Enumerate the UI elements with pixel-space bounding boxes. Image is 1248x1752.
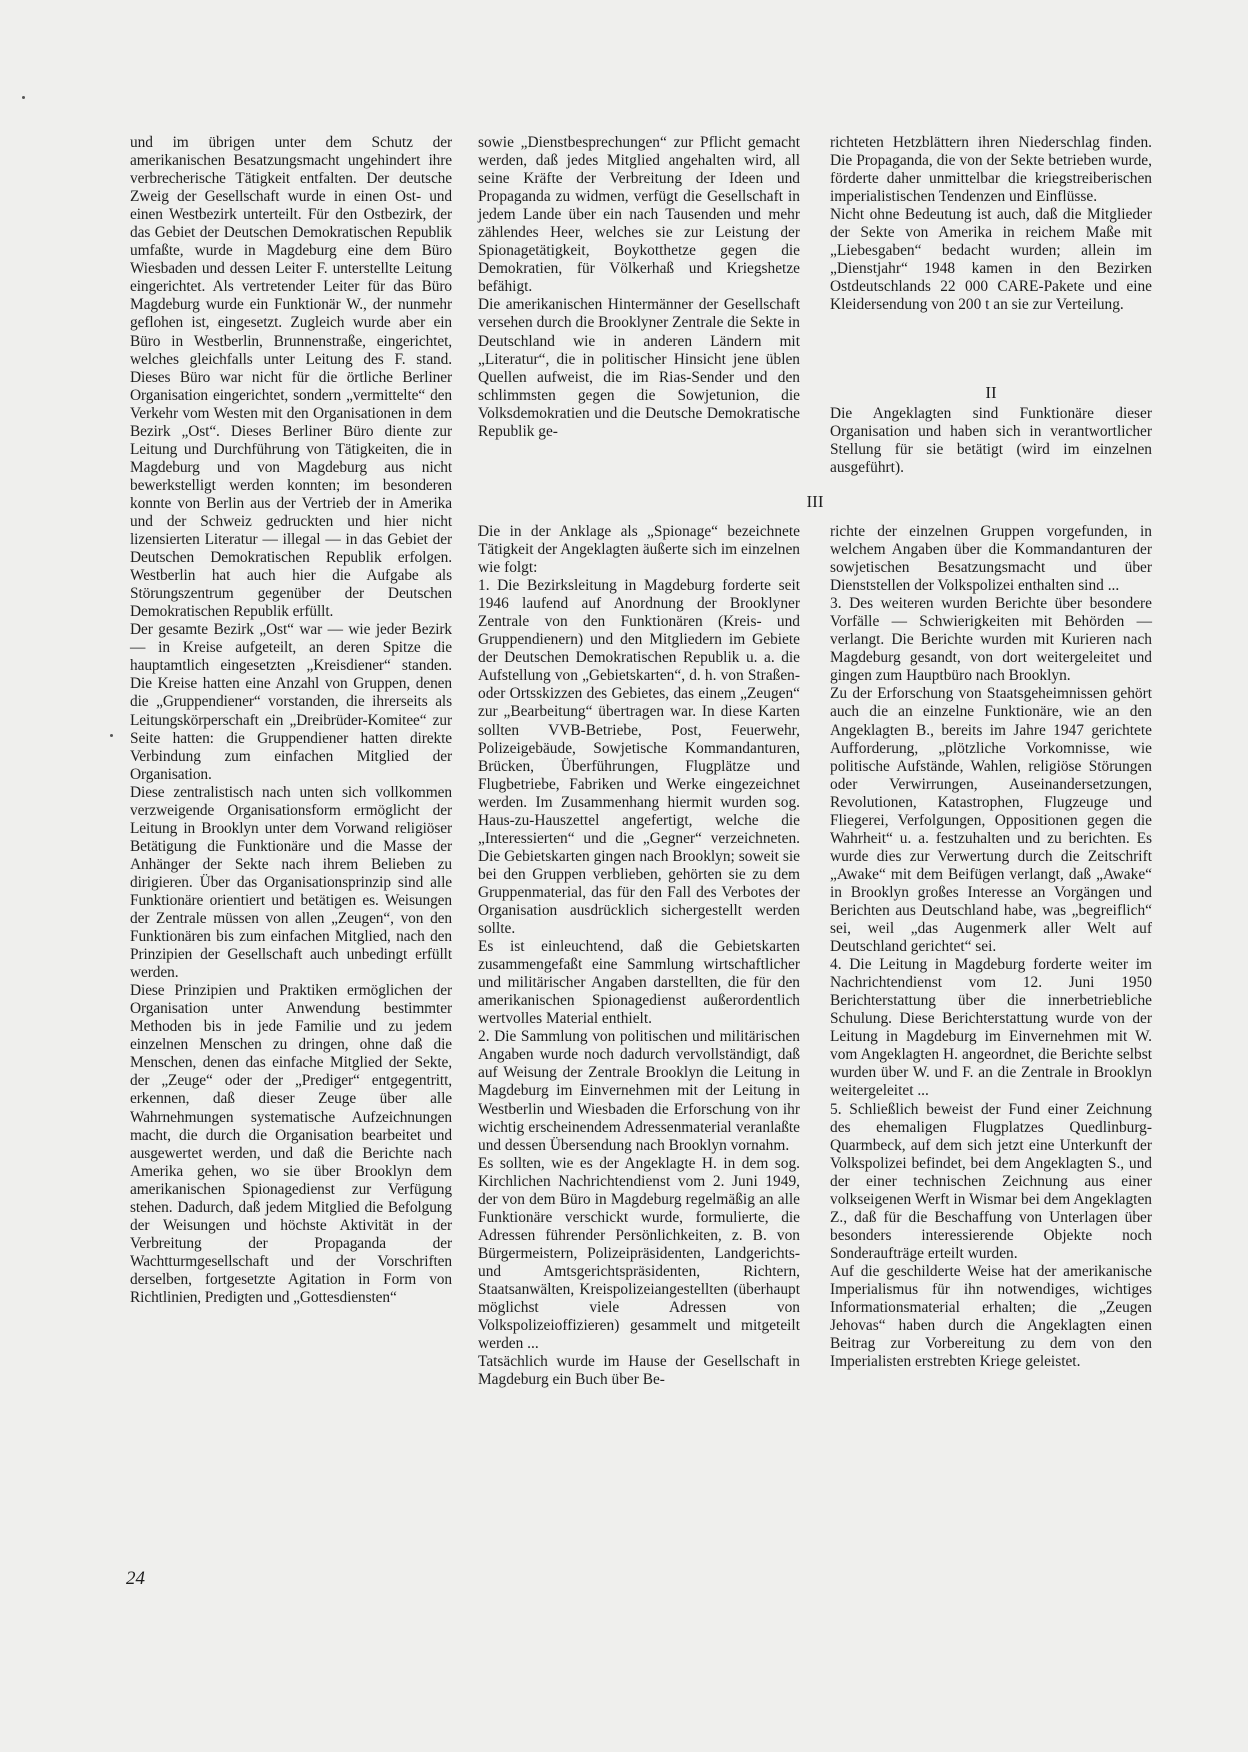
upper-column-2 [478,134,800,441]
paragraph: sowie „Dienstbesprechungen“ zur Pflicht gemacht werden, daß jedes Mitglied angehalten wird, all seine Kräfte der Verbreitung der Ideen und Propaganda zu widmen, verfügt die Gesellschaft in jedem Lande über ein nach Tausenden und mehr zählendes Heer, welches sie zur Leistung der Spionagetätigkeit, Boykotthetze gegen die Demokratien, für Völkerhaß und Kriegshetze befähigt. [478,134,800,296]
paragraph: 2. Die Sammlung von politischen und militärischen Angaben wurde noch dadurch vervollständigt, daß auf Weisung der Zentrale Brooklyn die Leitung in Magdeburg im Einvernehmen mit der Leitung in Westberlin und Wiesbaden die Erforschung von ihr wichtig erscheinendem Adressenmaterial veranlaßte und dessen Übersendung nach Brooklyn vornahm. [478,1028,800,1154]
page-number: 24 [126,1568,145,1589]
paragraph: Nicht ohne Bedeutung ist auch, daß die Mitglieder der Sekte von Amerika in reichem Maße mit „Liebesgaben“ bedacht wurden; allein im „Dienstjahr“ 1948 kamen in den Bezirken Ostdeutschlands 22 000 CARE-Pakete und eine Kleidersendung von 200 t an sie zur Verteilung. [830,206,1152,314]
paragraph: richte der einzelnen Gruppen vorgefunden, in welchem Angaben über die Kommandanturen der sowjetischen Besatzungsmacht und über Dienststellen der Volkspolizei enthalten sind ... [830,523,1152,595]
paragraph: Es ist einleuchtend, daß die Gebietskarten zusammengefaßt eine Sammlung wirtschaftlicher und militärischer Angaben darstellten, die für den amerikanischen Spionagedienst außerordentlich wertvolles Material enthielt. [478,938,800,1028]
paragraph: 1. Die Bezirksleitung in Magdeburg forderte seit 1946 laufend auf Anordnung der Brooklyner Zentrale von den Funktionären (Kreis- und Gruppendienern) und den Mitgliedern im Gebiete der Deutschen Demokratischen Republik u. a. die Aufstellung von „Gebietskarten“, d. h. von Straßen- oder Ortsskizzen des Gebietes, das einem „Zeugen“ zur „Bearbeitung“ übertragen war. In diese Karten sollten VVB-Betriebe, Post, Feuerwehr, Polizeigebäude, Sowjetische Kommandanturen, Brücken, Überführungen, Flugplätze und Flugbetriebe, Fabriken und Werke eingezeichnet werden. Im Zusammenhang hiermit wurden sog. Haus-zu-Hauszettel angefertigt, welche die „Interessierten“ und die „Gegner“ verzeichneten. Die Gebietskarten gingen nach Brooklyn; soweit sie bei den Gruppen verblieben, gehörten sie zu dem Gruppenmaterial, das für den Fall des Verbotes der Organisation ausdrücklich sichergestellt werden sollte. [478,577,800,938]
paragraph: Diese zentralistisch nach unten sich vollkommen verzweigende Organisationsform ermöglicht der Leitung in Brooklyn unter dem Vorwand religiöser Betätigung die Funktionäre und die Masse der Anhänger der Sekte nach ihrem Belieben zu dirigieren. Über das Organisationsprinzip sind alle Funktionäre orientiert und betätigen es. Weisungen der Zentrale müssen von allen „Zeugen“, von den Funktionären bis zum einfachen Mitglied, nach den Prinzipien der Gesellschaft auch unbedingt erfüllt werden. [130,783,452,982]
paragraph: Tatsächlich wurde im Hause der Gesellschaft in Magdeburg ein Buch über Be- [478,1353,800,1389]
paragraph: 4. Die Leitung in Magdeburg forderte weiter im Nachrichtendienst vom 12. Juni 1950 Berichterstattung über die innerbetriebliche Schulung. Diese Berichterstattung wurde von der Leitung in Magdeburg im Einvernehmen mit W. vom Angeklagten H. angeordnet, die Berichte selbst wurden über W. und F. an die Zentrale in Brooklyn weitergeleitet ... [830,956,1152,1100]
paragraph: Die amerikanischen Hintermänner der Gesellschaft versehen durch die Brooklyner Zentrale die Sekte in Deutschland wie in anderen Ländern mit „Literatur“, die in politischer Hinsicht jene üblen Quellen aufweist, die im Rias-Sender und den schlimmsten gegen die Sowjetunion, die Volksdemokratien und die Deutsche Demokratische Republik ge- [478,296,800,440]
lower-column-2 [478,523,800,1389]
section-heading-iii: III [806,492,824,511]
paragraph: Auf die geschilderte Weise hat der amerikanische Imperialismus für ihn notwendiges, wichtiges Informationsmaterial erhalten; die „Zeugen Jehovas“ haben durch die Angeklagten einen Beitrag zur Vorbereitung zu dem von den Imperialisten erstrebten Kriege geleistet. [830,1262,1152,1371]
scan-speck [110,734,113,737]
paragraph: Die Angeklagten sind Funktionäre dieser Organisation und haben sich in verantwortlicher Stellung für sie betätigt (wird im einzelnen ausgeführt). [830,405,1152,477]
section-heading-ii: II [985,383,997,402]
upper-column-3-continued [830,405,1152,477]
scan-speck [22,96,25,99]
upper-column-3 [830,134,1152,314]
lower-column-3 [830,523,1152,1371]
paragraph: Diese Prinzipien und Praktiken ermöglichen der Organisation unter Anwendung bestimmter Methoden bis in jede Familie und zu jedem einzelnen Menschen zu dringen, ohne daß die Menschen, denen das einfache Mitglied der Sekte, der „Zeuge“ oder der „Prediger“ entgegentritt, erkennen, daß dieser Zeuge über alle Wahrnehmungen systematische Aufzeichnungen macht, die durch die Organisation bearbeitet und ausgewertet werden, und daß die Berichte nach Amerika gehen, wo sie über Brooklyn dem amerikanischen Spionagedienst zur Verfügung stehen. Dadurch, daß jedem Mitglied die Befolgung der Weisungen und höchste Aktivität in der Verbreitung der Propaganda der Wachtturmgesellschaft und der Vorschriften derselben, fortgesetzte Agitation in Form von Richtlinien, Predigten und „Gottesdiensten“ [130,982,452,1306]
paragraph: Der gesamte Bezirk „Ost“ war — wie jeder Bezirk — in Kreise aufgeteilt, an deren Spitze die hauptamtlich eingesetzten „Kreisdiener“ standen. Die Kreise hatten eine Anzahl von Gruppen, denen die „Gruppendiener“ vorstanden, die ihrerseits als Leitungskörperschaft ein „Dreibrüder-Komitee“ zur Seite hatten: die Gruppendiener hatten direkte Verbindung zum einfachen Mitglied der Organisation. [130,621,452,783]
paragraph: Zu der Erforschung von Staatsgeheimnissen gehört auch die an einzelne Funktionäre, wie an den Angeklagten B., bereits im Jahre 1947 gerichtete Aufforderung, „plötzliche Vorkomnisse, wie politische Aufstände, Wahlen, religiöse Störungen oder Verwirrungen, Auseinandersetzungen, Revolutionen, Katastrophen, Flugzeuge und Fliegerei, Verfolgungen, Oppositionen gegen die Wahrheit“ u. a. festzuhalten und zu berichten. Es wurde dies zur Verwertung durch die Zeitschrift „Awake“ mit dem Beifügen verlangt, daß „Awake“ in Brooklyn großes Interesse an Vorgängen und Berichten aus Deutschland habe, was „begreiflich“ sei, weil „das Augenmerk aller Welt auf Deutschland gerichtet“ sei. [830,685,1152,956]
paragraph: Es sollten, wie es der Angeklagte H. in dem sog. Kirchlichen Nachrichtendienst vom 2. Juni 1949, der von dem Büro in Magdeburg regelmäßig an alle Funktionäre verschickt wurde, formulierte, die Adressen führender Persönlichkeiten, z. B. von Bürgermeistern, Polizeipräsidenten, Landgerichts- und Amtsgerichtspräsidenten, Richtern, Staatsanwälten, Kreispolizeiangestellten (überhaupt möglichst viele Adressen von Volkspolizeioffizieren) gesammelt und mitgeteilt werden ... [478,1154,800,1353]
paragraph: Die in der Anklage als „Spionage“ bezeichnete Tätigkeit der Angeklagten äußerte sich im einzelnen wie folgt: [478,523,800,577]
paragraph: 5. Schließlich beweist der Fund einer Zeichnung des ehemaligen Flugplatzes Quedlinburg-Quarmbeck, auf dem sich jetzt eine Unterkunft der Volkspolizei befindet, bei dem Angeklagten S., und der einer technischen Zeichnung aus einer volkseigenen Werft in Wismar bei dem Angeklagten Z., daß für die Beschaffung von Unterlagen über besonders interessierende Objekte noch Sonderaufträge erteilt wurden. [830,1100,1152,1262]
upper-column-1 [130,134,452,1307]
paragraph: 3. Des weiteren wurden Berichte über besondere Vorfälle — Schwierigkeiten mit Behörden — verlangt. Die Berichte wurden mit Kurieren nach Magdeburg gesandt, von dort weitergeleitet und gingen zum Hauptbüro nach Brooklyn. [830,595,1152,685]
paragraph: richteten Hetzblättern ihren Niederschlag finden. Die Propaganda, die von der Sekte betrieben wurde, förderte daher unmittelbar die kriegstreiberischen imperialistischen Tendenzen und Einflüsse. [830,134,1152,206]
paragraph: und im übrigen unter dem Schutz der amerikanischen Besatzungsmacht ungehindert ihre verbrecherische Tätigkeit entfalten. Der deutsche Zweig der Gesellschaft wurde in einen Ost- und einen Westbezirk unterteilt. Für den Ostbezirk, der das Gebiet der Deutschen Demokratischen Republik umfaßte, wurde in Magdeburg eine dem Büro Wiesbaden und dessen Leiter F. unterstellte Leitung eingerichtet. Als vertretender Leiter für das Büro Magdeburg wurde ein Funktionär W., der nunmehr geflohen ist, eingesetzt. Zugleich wurde aber ein Büro in Westberlin, Brunnenstraße, eingerichtet, welches gleichfalls unter Leitung des F. stand. Dieses Büro war nicht für die örtliche Berliner Organisation eingerichtet, sondern „vermittelte“ den Verkehr vom Westen mit den Organisationen in dem Bezirk „Ost“. Dieses Berliner Büro diente zur Leitung und Durchführung von Tätigkeiten, die in Magdeburg und von Magdeburg aus nicht bewerkstelligt werden konnten; im besonderen konnte von Berlin aus der Vertrieb der in Amerika und der Schweiz gedruckten und hier nicht lizensierten Literatur — illegal — in das Gebiet der Deutschen Demokratischen Republik erfolgen. Westberlin hat auch hier die Aufgabe als Störungszentrum gegenüber der Deutschen Demokratischen Republik erfüllt. [130,134,452,621]
